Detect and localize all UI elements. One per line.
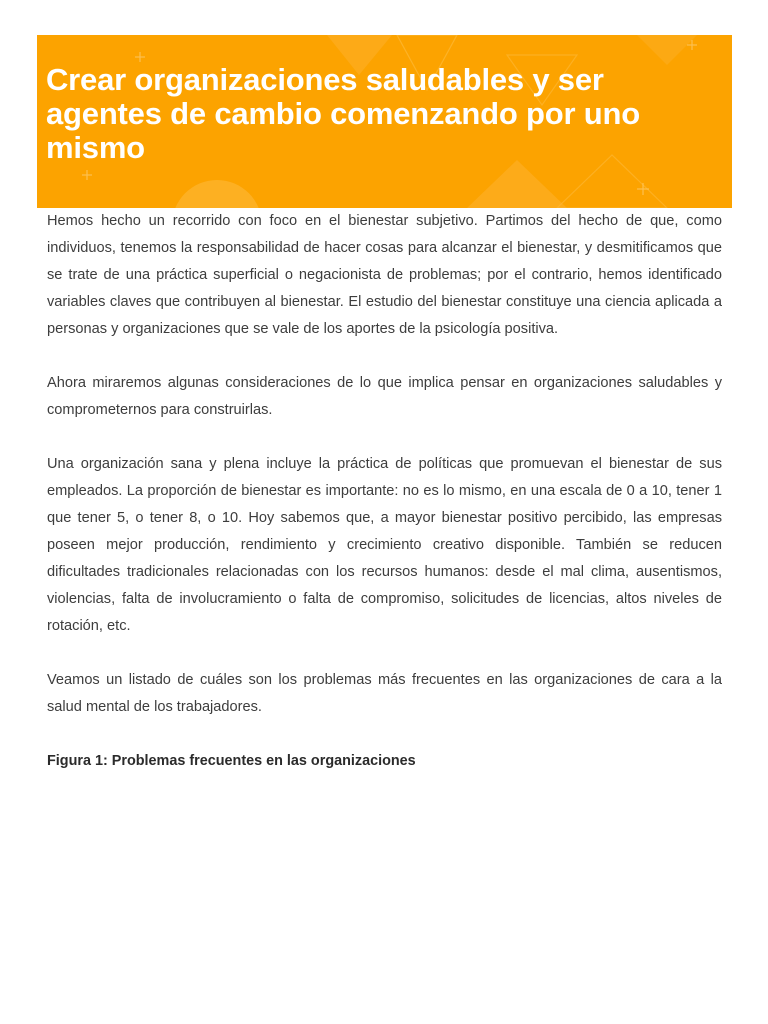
paragraph-3: Una organización sana y plena incluye la práctica de políticas que promuevan el bienestar de sus empleados. La proporción de bienestar es importante: no es lo mismo, en una escala de 0 a 10, tener 1 que tener 5, o tener 8, o 10. Hoy sabemos que, a mayor bienestar positivo percibido, las empresas poseen mejor producción, rendimiento y crecimiento creativo disponible. También se reducen dificultades tradicionales relacionadas con los recursos humanos: desde el mal clima, ausentismos, violencias, falta de involucramiento o falta de compromiso, solicitudes de licencias, altos niveles de rotación, etc. — [47, 456, 722, 634]
article-body — [47, 208, 722, 802]
paragraph-1: Hemos hecho un recorrido con foco en el bienestar subjetivo. Partimos del hecho de que, como individuos, tenemos la responsabilidad de hacer cosas para alcanzar el bienestar, y desmitificamos que se trate de una práctica superficial o negacionista de problemas; por el contrario, hemos identificado variables claves que contribuyen al bienestar. El estudio del bienestar constituye una ciencia aplicada a personas y organizaciones que se vale de los aportes de la psicología positiva. — [47, 213, 722, 337]
paragraph-4: Veamos un listado de cuáles son los problemas más frecuentes en las organizaciones de cara a la salud mental de los trabajadores. — [47, 672, 722, 715]
page-title: Crear organizaciones saludables y ser agentes de cambio comenzando por uno mismo — [46, 62, 640, 165]
paragraph-2: Ahora miraremos algunas consideraciones de lo que implica pensar en organizaciones saludables y comprometernos para construirlas. — [47, 375, 722, 418]
header-banner — [37, 35, 732, 208]
figure-caption: Figura 1: Problemas frecuentes en las organizaciones — [47, 753, 416, 769]
